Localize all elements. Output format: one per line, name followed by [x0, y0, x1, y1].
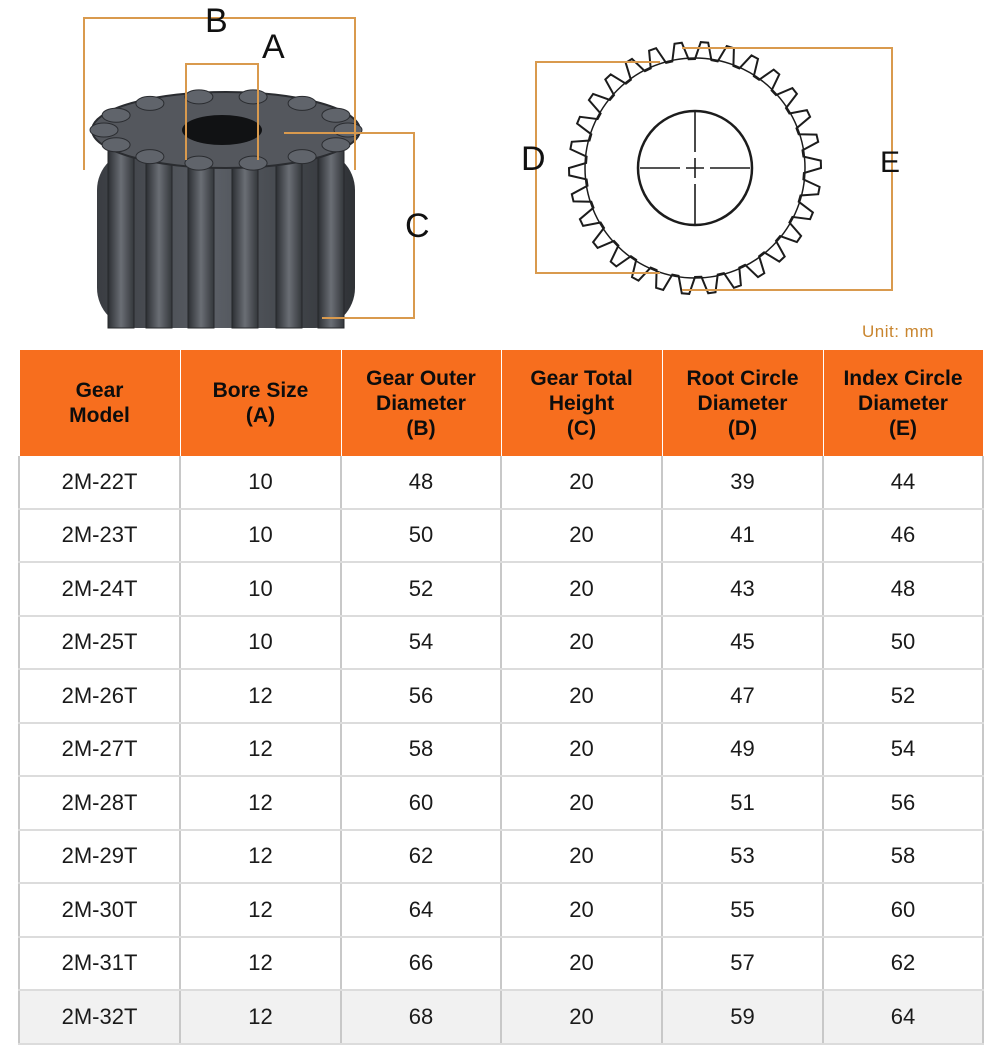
table-cell: 2M-32T	[19, 990, 180, 1044]
table-row	[19, 830, 983, 884]
table-cell: 62	[823, 937, 983, 991]
table-cell: 2M-31T	[19, 937, 180, 991]
table-cell: 56	[341, 669, 501, 723]
table-cell: 2M-23T	[19, 509, 180, 563]
table-cell: 48	[823, 562, 983, 616]
table-cell: 20	[501, 562, 662, 616]
table-cell: 20	[501, 456, 662, 509]
table-row	[19, 937, 983, 991]
table-row	[19, 669, 983, 723]
table-cell: 20	[501, 616, 662, 670]
table-cell: 45	[662, 616, 823, 670]
table-cell: 12	[180, 776, 341, 830]
table-cell: 43	[662, 562, 823, 616]
table-cell: 2M-29T	[19, 830, 180, 884]
table-cell: 12	[180, 883, 341, 937]
table-cell: 48	[341, 456, 501, 509]
table-cell: 49	[662, 723, 823, 777]
label-a: A	[262, 28, 285, 66]
table-cell: 2M-24T	[19, 562, 180, 616]
header-index-circle: Index Circle Diameter (E)	[823, 350, 983, 456]
table-cell: 12	[180, 990, 341, 1044]
table-cell: 2M-28T	[19, 776, 180, 830]
table-cell: 12	[180, 830, 341, 884]
table-row	[19, 776, 983, 830]
table-row	[19, 723, 983, 777]
header-gear-model: Gear Model	[19, 350, 180, 456]
table-cell: 64	[341, 883, 501, 937]
table-cell: 12	[180, 669, 341, 723]
gear-spec-table	[18, 350, 984, 1045]
table-cell: 62	[341, 830, 501, 884]
table-cell: 10	[180, 456, 341, 509]
gear-front-schematic	[569, 42, 821, 294]
header-bore-size: Bore Size (A)	[180, 350, 341, 456]
table-cell: 54	[823, 723, 983, 777]
table-cell: 20	[501, 990, 662, 1044]
label-c: C	[405, 207, 430, 245]
table-cell: 52	[823, 669, 983, 723]
table-cell: 64	[823, 990, 983, 1044]
table-cell: 51	[662, 776, 823, 830]
unit-label: Unit: mm	[862, 322, 934, 341]
table-cell: 68	[341, 990, 501, 1044]
table-row	[19, 456, 983, 509]
table-cell: 50	[341, 509, 501, 563]
table-cell: 58	[823, 830, 983, 884]
table-cell: 20	[501, 883, 662, 937]
table-cell: 20	[501, 830, 662, 884]
table-cell: 54	[341, 616, 501, 670]
table-row	[19, 616, 983, 670]
table-cell: 44	[823, 456, 983, 509]
label-e: E	[880, 146, 901, 179]
header-outer-diameter: Gear Outer Diameter (B)	[341, 350, 501, 456]
table-cell: 58	[341, 723, 501, 777]
table-cell: 20	[501, 776, 662, 830]
gear-dimension-diagram	[0, 0, 1000, 350]
center-crosshair-icon	[640, 112, 750, 224]
gear-bore-hole	[182, 115, 262, 145]
table-cell: 20	[501, 937, 662, 991]
header-root-circle: Root Circle Diameter (D)	[662, 350, 823, 456]
table-cell: 2M-30T	[19, 883, 180, 937]
table-cell: 2M-26T	[19, 669, 180, 723]
table-cell: 2M-27T	[19, 723, 180, 777]
table-cell: 57	[662, 937, 823, 991]
table-cell: 39	[662, 456, 823, 509]
table-cell: 60	[341, 776, 501, 830]
table-cell: 2M-25T	[19, 616, 180, 670]
table-row	[19, 990, 983, 1044]
table-row	[19, 883, 983, 937]
table-cell: 60	[823, 883, 983, 937]
table-cell: 12	[180, 937, 341, 991]
table-cell: 53	[662, 830, 823, 884]
table-cell: 50	[823, 616, 983, 670]
table-cell: 66	[341, 937, 501, 991]
table-row	[19, 509, 983, 563]
table-cell: 52	[341, 562, 501, 616]
header-total-height: Gear Total Height (C)	[501, 350, 662, 456]
table-cell: 56	[823, 776, 983, 830]
label-b: B	[205, 2, 228, 40]
table-cell: 41	[662, 509, 823, 563]
table-header-row	[19, 350, 983, 456]
table-cell: 55	[662, 883, 823, 937]
table-cell: 20	[501, 723, 662, 777]
table-cell: 10	[180, 509, 341, 563]
table-cell: 20	[501, 509, 662, 563]
table-cell: 59	[662, 990, 823, 1044]
spur-gear-image	[90, 90, 362, 328]
table-cell: 12	[180, 723, 341, 777]
table-cell: 2M-22T	[19, 456, 180, 509]
table-cell: 47	[662, 669, 823, 723]
table-cell: 10	[180, 562, 341, 616]
dimension-lines-front-view	[536, 48, 892, 290]
label-d: D	[521, 140, 546, 178]
table-cell: 46	[823, 509, 983, 563]
table-cell: 10	[180, 616, 341, 670]
table-cell: 20	[501, 669, 662, 723]
table-row	[19, 562, 983, 616]
